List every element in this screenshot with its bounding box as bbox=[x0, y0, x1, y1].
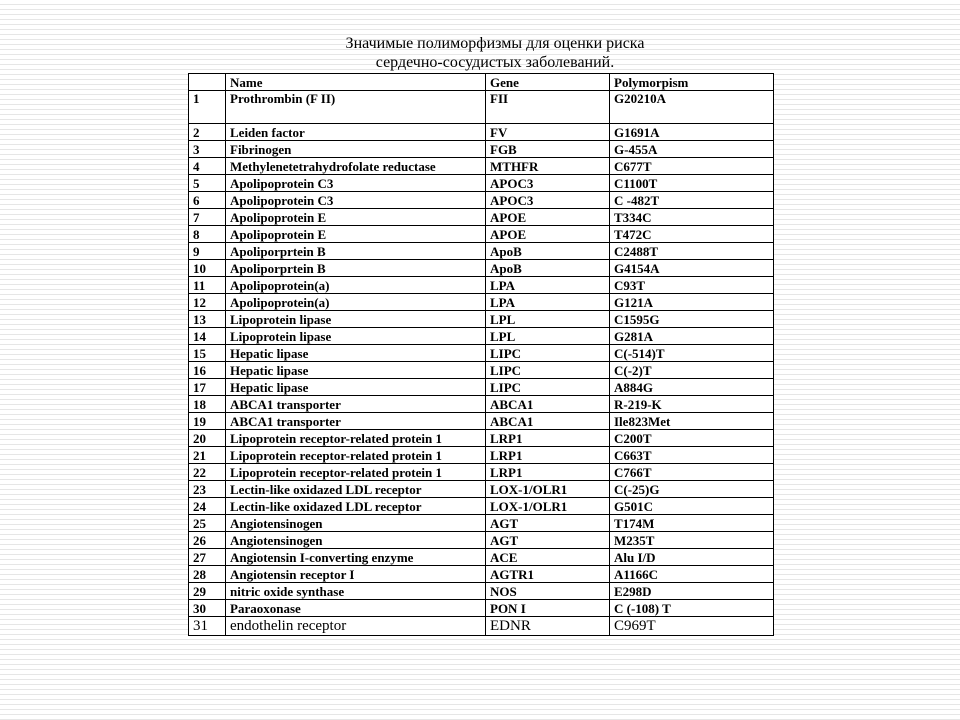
table-row bbox=[189, 532, 774, 549]
row-number: 5 bbox=[189, 175, 226, 192]
row-gene: LPA bbox=[486, 294, 610, 311]
row-polymorphism: C2488T bbox=[610, 243, 774, 260]
table-row bbox=[189, 464, 774, 481]
row-gene: APOE bbox=[486, 209, 610, 226]
row-gene: APOC3 bbox=[486, 175, 610, 192]
row-number: 29 bbox=[189, 583, 226, 600]
row-number: 21 bbox=[189, 447, 226, 464]
row-gene: LIPC bbox=[486, 379, 610, 396]
row-number: 15 bbox=[189, 345, 226, 362]
row-number: 30 bbox=[189, 600, 226, 617]
row-name: Hepatic lipase bbox=[226, 362, 486, 379]
table-row bbox=[189, 175, 774, 192]
row-name: Apolipoprotein(a) bbox=[226, 277, 486, 294]
row-gene: NOS bbox=[486, 583, 610, 600]
row-name: Leiden factor bbox=[226, 124, 486, 141]
row-name: Lipoprotein lipase bbox=[226, 311, 486, 328]
row-gene: APOC3 bbox=[486, 192, 610, 209]
row-number: 9 bbox=[189, 243, 226, 260]
row-gene: ApoB bbox=[486, 260, 610, 277]
row-number: 11 bbox=[189, 277, 226, 294]
row-name: Fibrinogen bbox=[226, 141, 486, 158]
row-gene: EDNR bbox=[486, 617, 610, 636]
row-name: Lipoprotein receptor-related protein 1 bbox=[226, 447, 486, 464]
row-gene: LRP1 bbox=[486, 447, 610, 464]
row-name: Prothrombin (F II) bbox=[226, 91, 486, 124]
row-gene: LIPC bbox=[486, 345, 610, 362]
row-gene: LRP1 bbox=[486, 464, 610, 481]
row-polymorphism: G-455A bbox=[610, 141, 774, 158]
table-row bbox=[189, 311, 774, 328]
table-row bbox=[189, 549, 774, 566]
row-gene: FII bbox=[486, 91, 610, 124]
title-line-1: Значимые полиморфизмы для оценки риска bbox=[345, 35, 645, 52]
row-gene: AGT bbox=[486, 515, 610, 532]
row-gene: ApoB bbox=[486, 243, 610, 260]
row-name: Hepatic lipase bbox=[226, 379, 486, 396]
row-polymorphism: G121A bbox=[610, 294, 774, 311]
row-name: Apoliporprtein B bbox=[226, 243, 486, 260]
row-polymorphism: Ile823Met bbox=[610, 413, 774, 430]
row-number: 23 bbox=[189, 481, 226, 498]
row-polymorphism: C(-2)T bbox=[610, 362, 774, 379]
row-number: 25 bbox=[189, 515, 226, 532]
row-polymorphism: A1166C bbox=[610, 566, 774, 583]
table-row bbox=[189, 617, 774, 636]
table-row bbox=[189, 481, 774, 498]
row-name: Angiotensin I-converting enzyme bbox=[226, 549, 486, 566]
row-polymorphism: C(-25)G bbox=[610, 481, 774, 498]
row-number: 7 bbox=[189, 209, 226, 226]
row-name: ABCA1 transporter bbox=[226, 396, 486, 413]
row-polymorphism: T334C bbox=[610, 209, 774, 226]
row-number: 14 bbox=[189, 328, 226, 345]
row-name: Apolipoprotein C3 bbox=[226, 192, 486, 209]
row-polymorphism: C677T bbox=[610, 158, 774, 175]
row-polymorphism: C93T bbox=[610, 277, 774, 294]
row-name: Apolipoprotein E bbox=[226, 226, 486, 243]
table-row bbox=[189, 226, 774, 243]
row-gene: ACE bbox=[486, 549, 610, 566]
row-polymorphism: T174M bbox=[610, 515, 774, 532]
row-gene: LOX-1/OLR1 bbox=[486, 481, 610, 498]
row-gene: FV bbox=[486, 124, 610, 141]
row-name: ABCA1 transporter bbox=[226, 413, 486, 430]
header-gene: Gene bbox=[486, 74, 610, 91]
row-number: 17 bbox=[189, 379, 226, 396]
row-number: 18 bbox=[189, 396, 226, 413]
row-name: Lectin-like oxidazed LDL receptor bbox=[226, 498, 486, 515]
row-polymorphism: C766T bbox=[610, 464, 774, 481]
row-number: 13 bbox=[189, 311, 226, 328]
header-polymorphism: Polymorpism bbox=[610, 74, 774, 91]
row-name: Apolipoprotein(a) bbox=[226, 294, 486, 311]
row-name: Lipoprotein lipase bbox=[226, 328, 486, 345]
row-number: 26 bbox=[189, 532, 226, 549]
table-row bbox=[189, 379, 774, 396]
row-number: 24 bbox=[189, 498, 226, 515]
row-name: Hepatic lipase bbox=[226, 345, 486, 362]
row-number: 31 bbox=[189, 617, 226, 636]
table-row bbox=[189, 91, 774, 124]
row-name: Lipoprotein receptor-related protein 1 bbox=[226, 464, 486, 481]
row-number: 3 bbox=[189, 141, 226, 158]
table-row bbox=[189, 498, 774, 515]
row-gene: ABCA1 bbox=[486, 396, 610, 413]
row-polymorphism: C (-108) T bbox=[610, 600, 774, 617]
row-name: Lectin-like oxidazed LDL receptor bbox=[226, 481, 486, 498]
row-gene: FGB bbox=[486, 141, 610, 158]
table-row bbox=[189, 413, 774, 430]
row-number: 20 bbox=[189, 430, 226, 447]
row-name: Apolipoprotein C3 bbox=[226, 175, 486, 192]
row-number: 4 bbox=[189, 158, 226, 175]
row-polymorphism: G281A bbox=[610, 328, 774, 345]
row-gene: LPA bbox=[486, 277, 610, 294]
row-name: Angiotensinogen bbox=[226, 515, 486, 532]
table-row bbox=[189, 141, 774, 158]
header-name: Name bbox=[226, 74, 486, 91]
table-row bbox=[189, 447, 774, 464]
row-gene: AGT bbox=[486, 532, 610, 549]
table-header-row bbox=[189, 74, 774, 91]
row-number: 1 bbox=[189, 91, 226, 124]
table-row bbox=[189, 583, 774, 600]
page-title bbox=[0, 34, 960, 72]
row-polymorphism: C663T bbox=[610, 447, 774, 464]
table-row bbox=[189, 566, 774, 583]
table-row bbox=[189, 277, 774, 294]
row-gene: LOX-1/OLR1 bbox=[486, 498, 610, 515]
row-polymorphism: Alu I/D bbox=[610, 549, 774, 566]
table-row bbox=[189, 209, 774, 226]
row-number: 19 bbox=[189, 413, 226, 430]
table-row bbox=[189, 345, 774, 362]
row-number: 6 bbox=[189, 192, 226, 209]
row-name: Lipoprotein receptor-related protein 1 bbox=[226, 430, 486, 447]
row-polymorphism: G4154A bbox=[610, 260, 774, 277]
table-row bbox=[189, 600, 774, 617]
row-gene: LRP1 bbox=[486, 430, 610, 447]
table-row bbox=[189, 396, 774, 413]
row-polymorphism: C200T bbox=[610, 430, 774, 447]
row-polymorphism: T472C bbox=[610, 226, 774, 243]
row-gene: APOE bbox=[486, 226, 610, 243]
polymorphism-table bbox=[188, 73, 774, 636]
row-gene: AGTR1 bbox=[486, 566, 610, 583]
row-number: 12 bbox=[189, 294, 226, 311]
table-row bbox=[189, 430, 774, 447]
row-number: 2 bbox=[189, 124, 226, 141]
table-row bbox=[189, 294, 774, 311]
row-polymorphism: G501C bbox=[610, 498, 774, 515]
row-gene: LPL bbox=[486, 311, 610, 328]
row-gene: LPL bbox=[486, 328, 610, 345]
row-polymorphism: C -482T bbox=[610, 192, 774, 209]
row-name: Apoliporprtein B bbox=[226, 260, 486, 277]
row-polymorphism: C1100T bbox=[610, 175, 774, 192]
row-name: Methylenetetrahydrofolate reductase bbox=[226, 158, 486, 175]
row-gene: ABCA1 bbox=[486, 413, 610, 430]
row-gene: LIPC bbox=[486, 362, 610, 379]
table-row bbox=[189, 158, 774, 175]
row-number: 22 bbox=[189, 464, 226, 481]
row-polymorphism: G1691A bbox=[610, 124, 774, 141]
row-name: endothelin receptor bbox=[226, 617, 486, 636]
row-name: Paraoxonase bbox=[226, 600, 486, 617]
row-gene: MTHFR bbox=[486, 158, 610, 175]
table-row bbox=[189, 260, 774, 277]
table-row bbox=[189, 515, 774, 532]
table-row bbox=[189, 362, 774, 379]
row-name: Apolipoprotein E bbox=[226, 209, 486, 226]
row-number: 10 bbox=[189, 260, 226, 277]
table-row bbox=[189, 243, 774, 260]
row-polymorphism: G20210A bbox=[610, 91, 774, 124]
row-name: Angiotensinogen bbox=[226, 532, 486, 549]
row-number: 8 bbox=[189, 226, 226, 243]
row-number: 28 bbox=[189, 566, 226, 583]
row-polymorphism: A884G bbox=[610, 379, 774, 396]
table-row bbox=[189, 192, 774, 209]
row-polymorphism: C(-514)T bbox=[610, 345, 774, 362]
row-name: Angiotensin receptor I bbox=[226, 566, 486, 583]
header-number bbox=[189, 74, 226, 91]
row-polymorphism: R-219-K bbox=[610, 396, 774, 413]
row-name: nitric oxide synthase bbox=[226, 583, 486, 600]
row-gene: PON I bbox=[486, 600, 610, 617]
row-polymorphism: M235T bbox=[610, 532, 774, 549]
row-number: 27 bbox=[189, 549, 226, 566]
row-polymorphism: E298D bbox=[610, 583, 774, 600]
row-number: 16 bbox=[189, 362, 226, 379]
table-row bbox=[189, 328, 774, 345]
table-row bbox=[189, 124, 774, 141]
row-polymorphism: C969T bbox=[610, 617, 774, 636]
title-line-2: сердечно-сосудистых заболеваний. bbox=[375, 54, 615, 71]
row-polymorphism: C1595G bbox=[610, 311, 774, 328]
